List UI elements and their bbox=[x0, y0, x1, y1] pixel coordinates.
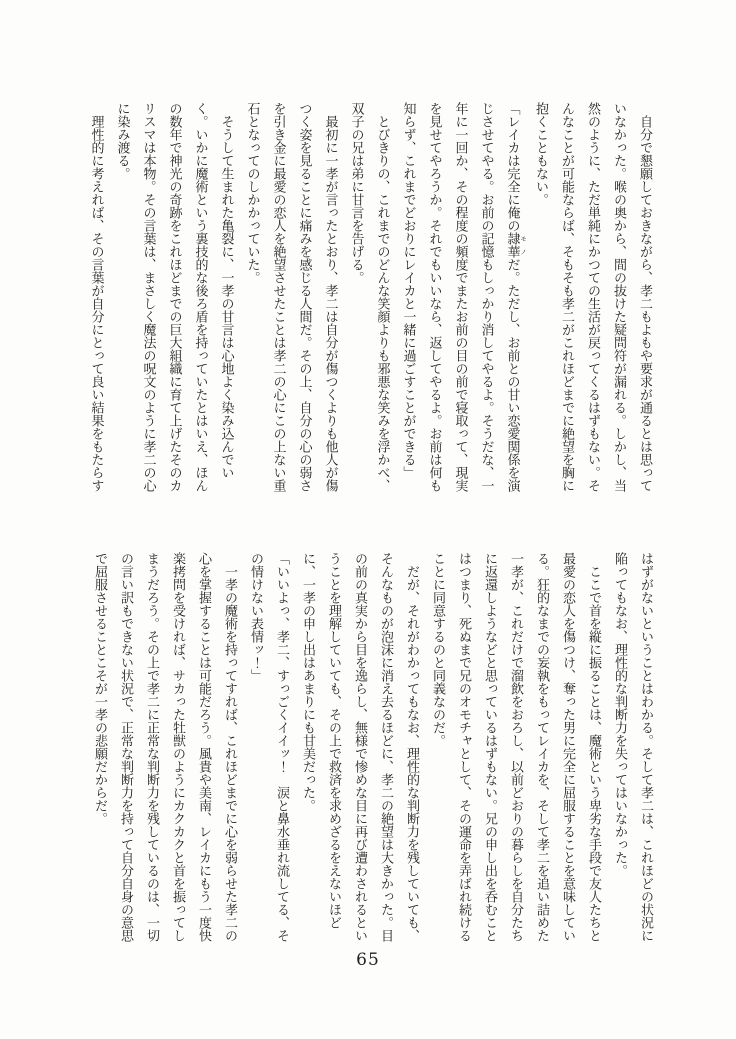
text-line: 陥ってもなお、理性的な判断力を失ってはいなかった。 bbox=[612, 552, 627, 877]
text-line: 年に一回か、その程度の頻度でまたお前の目の前で寝取って、現実 bbox=[452, 102, 468, 492]
text-line: つく姿を見ることに痛みを感じる人間だ。その上、自分の心の弱さ bbox=[296, 102, 312, 492]
text-block-lower bbox=[86, 552, 658, 943]
text-line: じさせてやる。お前の記憶もしっかり消してやるよ。そうだな、一 bbox=[478, 102, 494, 492]
text-line: 双子の兄は弟に甘言を告げる。 bbox=[348, 102, 364, 284]
text-line: 石となってのしかかっていた。 bbox=[244, 102, 260, 284]
text-block-upper bbox=[83, 102, 658, 492]
text-line: 最愛の恋人を傷つけ、奪った男に完全に屈服することを意味してい bbox=[560, 552, 575, 942]
text-line: まうだろう。その上で孝二に正常な判断力を残しているのは、一切 bbox=[144, 552, 159, 942]
text-line: に返還しようなどと思っているはずもない。兄の申し出を呑むこと bbox=[482, 552, 497, 942]
text-line: リスマは本物。その言葉は、まさしく魔法の呪文のように孝二の心 bbox=[140, 102, 156, 492]
text-line: 最初に一孝が言ったとおり、孝二は自分が傷つくよりも他人が傷 bbox=[322, 102, 338, 492]
text-line: を引き金に最愛の恋人を絶望させたことは孝二の心にこの上ない重 bbox=[270, 102, 286, 492]
text-line: うことを理解していても、その上で救済を求めざるをえないほど bbox=[326, 552, 341, 929]
text-line: 然のように、ただ単純にかつての生活が戻ってくるはずもない。そ bbox=[585, 102, 600, 492]
text-line: る。狂的なまでの妄執をもってレイカを、そして孝二を追い詰めた bbox=[534, 552, 549, 942]
text-line: 一孝が、これだけで溜飲をおろし、以前どおりの暮らしを自分たち bbox=[508, 552, 523, 942]
text-line: とびきりの、これまでのどんな笑顔よりも邪悪な笑みを浮かべ、 bbox=[374, 102, 390, 492]
text-line: 自分で懇願しておきながら、孝二もよもや要求が通るとは思って bbox=[637, 102, 652, 492]
text-line: 一孝の魔術を持ってすれば、これほどまでに心を弱らせた孝二の bbox=[222, 552, 237, 942]
text-line: 知らず、これまでどおりにレイカと一緒に過ごすことができる」 bbox=[400, 102, 416, 479]
text-line: そうして生まれた亀裂に、一孝の甘言は心地よく染み込んでい bbox=[218, 102, 234, 479]
text-line: 心を掌握することは可能だろう。風貴や美南、レイカにもう一度快 bbox=[196, 552, 211, 942]
text-line: く。いかに魔術という裏技的な後ろ盾を持っていたとはいえ、ほん bbox=[192, 102, 208, 492]
text-line: ここで首を縦に振ることは、魔術という卑劣な手段で友人たちと bbox=[586, 552, 601, 942]
text-line: を見せてやろうか。それでもいいなら、返してやるよ。お前は何も bbox=[426, 102, 442, 492]
text-line: 抱くこともない。 bbox=[533, 102, 548, 206]
text-line: の前の真実から目を逸らし、無様で惨めな目に再び遭わされるとい bbox=[352, 552, 367, 942]
text-line: 理性的に考えれば、その言葉が自分にとって良い結果をもたらす bbox=[88, 102, 104, 492]
text-line: で屈服させることこそが一孝の悲願だからだ。 bbox=[92, 552, 107, 825]
page-number: 65 bbox=[356, 950, 380, 970]
text-line: の言い訳もできない状況で、正常な判断力を持って自分自身の意思 bbox=[118, 552, 133, 942]
text-line: はずがないということはわかる。そして孝二は、これほどの状況に bbox=[638, 552, 653, 942]
text-line: 「いいよっ、孝二、すっごくイイッ！ 涙と鼻水垂れ流してる、そ bbox=[274, 552, 289, 942]
text-line: そんなものが泡沫に消え去るほどに、孝二の絶望は大きかった。目 bbox=[378, 552, 393, 942]
ruby-annotated-word: 隷華 モノ bbox=[504, 232, 527, 258]
text-line: に染み渡る。 bbox=[114, 102, 130, 180]
text-line: いなかった。喉の奥から、間の抜けた疑問符が漏れる。しかし、当 bbox=[611, 102, 626, 492]
text-line: んなことが可能ならば、そもそも孝二がこれほどまでに絶望を胸に bbox=[559, 102, 574, 492]
text-line: 楽拷問を受ければ、サカった牡獣のようにカクカクと首を振ってし bbox=[170, 552, 185, 942]
text-line: だが、それがわかってもなお、理性的な判断力を残していても、 bbox=[404, 552, 419, 942]
text-line: ことに同意するのと同義なのだ。 bbox=[430, 552, 445, 747]
text-line: はつまり、死ぬまで兄のオモチャとして、その運命を弄ばれ続ける bbox=[456, 552, 471, 942]
text-line: に、一孝の申し出はあまりにも甘美だった。 bbox=[300, 552, 315, 812]
text-line: の情けない表情ッ！」 bbox=[248, 552, 263, 682]
text-line: 「レイカは完全に俺の隷華 モノだ。ただし、お前との甘い恋愛関係を演 bbox=[504, 102, 527, 492]
text-line: の数年で神光の奇跡をこれほどまでの巨大組織に育て上げたそのカ bbox=[166, 102, 182, 492]
